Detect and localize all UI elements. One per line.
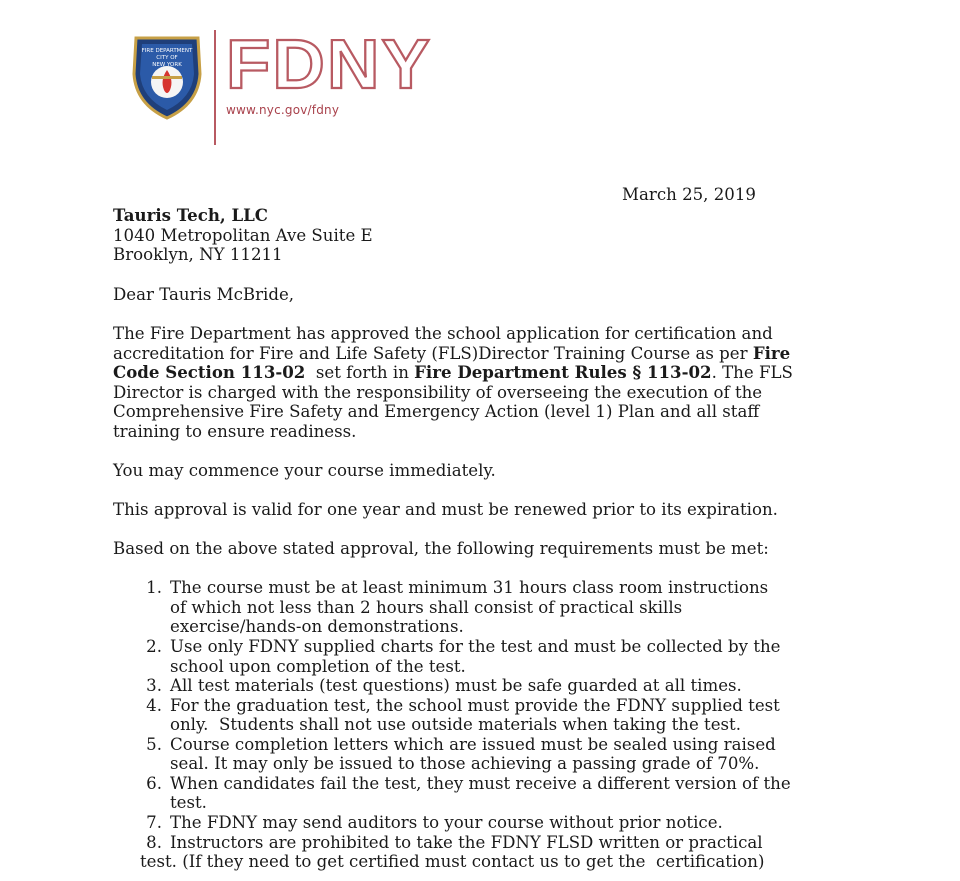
intro-line-6: training to ensure readiness. xyxy=(113,422,357,441)
letterhead-divider xyxy=(214,30,216,145)
list-item-continuation: test. xyxy=(170,793,207,812)
validity-paragraph: This approval is valid for one year and must be renewed prior to its expiration. xyxy=(113,500,778,519)
list-item-continuation: seal. It may only be issued to those achieving a passing grade of 70%. xyxy=(170,754,760,773)
list-number: 6. xyxy=(146,774,162,793)
list-number: 3. xyxy=(146,676,162,695)
intro-line-3: Code Section 113-02 set forth in Fire Department Rules § 113-02. The FLS xyxy=(113,362,793,382)
seal-line-1: FIRE DEPARTMENT xyxy=(141,48,193,54)
seal-line-2: CITY OF xyxy=(156,55,178,61)
list-item: 5. Course completion letters which are issued must be sealed using raised xyxy=(140,735,776,755)
list-item: 7. The FDNY may send auditors to your course without prior notice. xyxy=(140,813,723,833)
list-item-continuation: exercise/hands-on demonstrations. xyxy=(170,617,464,636)
fdny-seal-logo xyxy=(130,30,204,120)
intro-line-5: Comprehensive Fire Safety and Emergency Action (level 1) Plan and all staff xyxy=(113,402,760,421)
list-item-continuation: test. (If they need to get certified must contact us to get the certification) xyxy=(140,852,765,871)
list-item-continuation: of which not less than 2 hours shall consist of practical skills xyxy=(170,598,683,617)
list-item: 6. When candidates fail the test, they must receive a different version of the xyxy=(140,774,791,794)
list-number: 1. xyxy=(146,578,162,597)
intro-line-4: Director is charged with the responsibility of overseeing the execution of the xyxy=(113,383,763,402)
letterhead xyxy=(0,0,960,160)
list-number: 7. xyxy=(146,813,162,832)
letter-date: March 25, 2019 xyxy=(622,185,756,204)
list-number: 5. xyxy=(146,735,162,754)
list-number: 8. xyxy=(146,833,162,852)
recipient-name: Tauris Tech, LLC xyxy=(113,205,269,225)
fdny-wordmark xyxy=(224,28,436,94)
list-item: 1. The course must be at least minimum 31 hours class room instructions xyxy=(140,578,768,598)
list-item: 8. Instructors are prohibited to take the FDNY FLSD written or practical xyxy=(140,833,763,853)
list-number: 4. xyxy=(146,696,162,715)
intro-line-2: accreditation for Fire and Life Safety (FLS)Director Training Course as per Fire xyxy=(113,343,791,363)
website-link[interactable]: www.nyc.gov/fdny xyxy=(226,103,340,117)
recipient-address-1: 1040 Metropolitan Ave Suite E xyxy=(113,226,373,245)
list-item: 3. All test materials (test questions) must be safe guarded at all times. xyxy=(140,676,742,696)
list-number: 2. xyxy=(146,637,162,656)
list-item: 2. Use only FDNY supplied charts for the test and must be collected by the xyxy=(140,637,781,657)
requirements-intro: Based on the above stated approval, the following requirements must be met: xyxy=(113,539,769,558)
commence-paragraph: You may commence your course immediately. xyxy=(113,461,496,480)
list-item-continuation: only. Students shall not use outside materials when taking the test. xyxy=(170,715,742,734)
list-item-continuation: school upon completion of the test. xyxy=(170,657,466,676)
svg-text:FDNY: FDNY xyxy=(226,28,432,94)
list-item: 4. For the graduation test, the school must provide the FDNY supplied test xyxy=(140,696,780,716)
salutation: Dear Tauris McBride, xyxy=(113,285,295,304)
recipient-address-2: Brooklyn, NY 11211 xyxy=(113,245,283,264)
intro-line-1: The Fire Department has approved the school application for certification and xyxy=(113,324,773,343)
seal-line-3: NEW YORK xyxy=(152,62,182,68)
